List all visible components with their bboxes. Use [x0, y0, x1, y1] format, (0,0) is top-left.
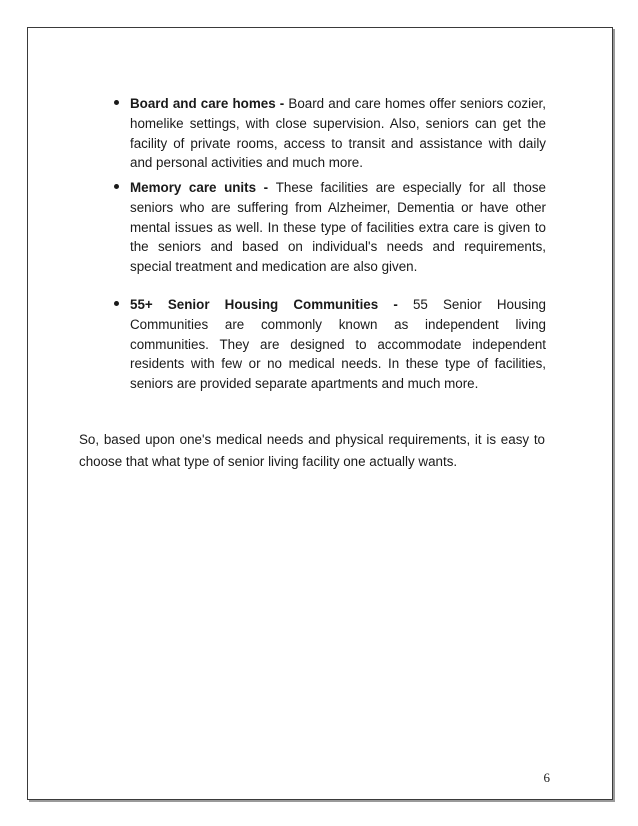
list-item-term: Board and care homes - — [130, 96, 289, 111]
list-item-text: Board and care homes offer seniors cozier, homelike settings, with close supervision. Also, seniors can get the facility of private rooms, access to transit and assistance with daily and personal activities and much more. — [130, 96, 546, 171]
conclusion-paragraph: So, based upon one's medical needs and physical requirements, it is easy to choose that what type of senior living facility one actually wants. — [79, 432, 545, 469]
list-item-term: 55+ Senior Housing Communities - — [130, 297, 413, 312]
list-item — [130, 94, 546, 173]
bullet-icon — [110, 94, 122, 114]
list-item-term: Memory care units - — [130, 180, 276, 195]
bullet-icon — [110, 178, 122, 198]
page-number: 6 — [543, 770, 550, 785]
list-item — [130, 295, 546, 394]
list-item-text: These facilities are especially for all those seniors who are suffering from Alzheimer, Dementia or have other mental issues as well. In these type of facilities extra care is given to the seniors and based on individual's needs and requirements, special treatment and medication are also given. — [130, 180, 546, 275]
list-item — [130, 178, 546, 277]
bullet-icon — [110, 295, 122, 315]
list-item-text: 55 Senior Housing Communities are commonly known as independent living communities. They are designed to accommodate independent residents with few or no medical needs. In these type of facilities, seniors are provided separate apartments and much more. — [130, 297, 546, 392]
